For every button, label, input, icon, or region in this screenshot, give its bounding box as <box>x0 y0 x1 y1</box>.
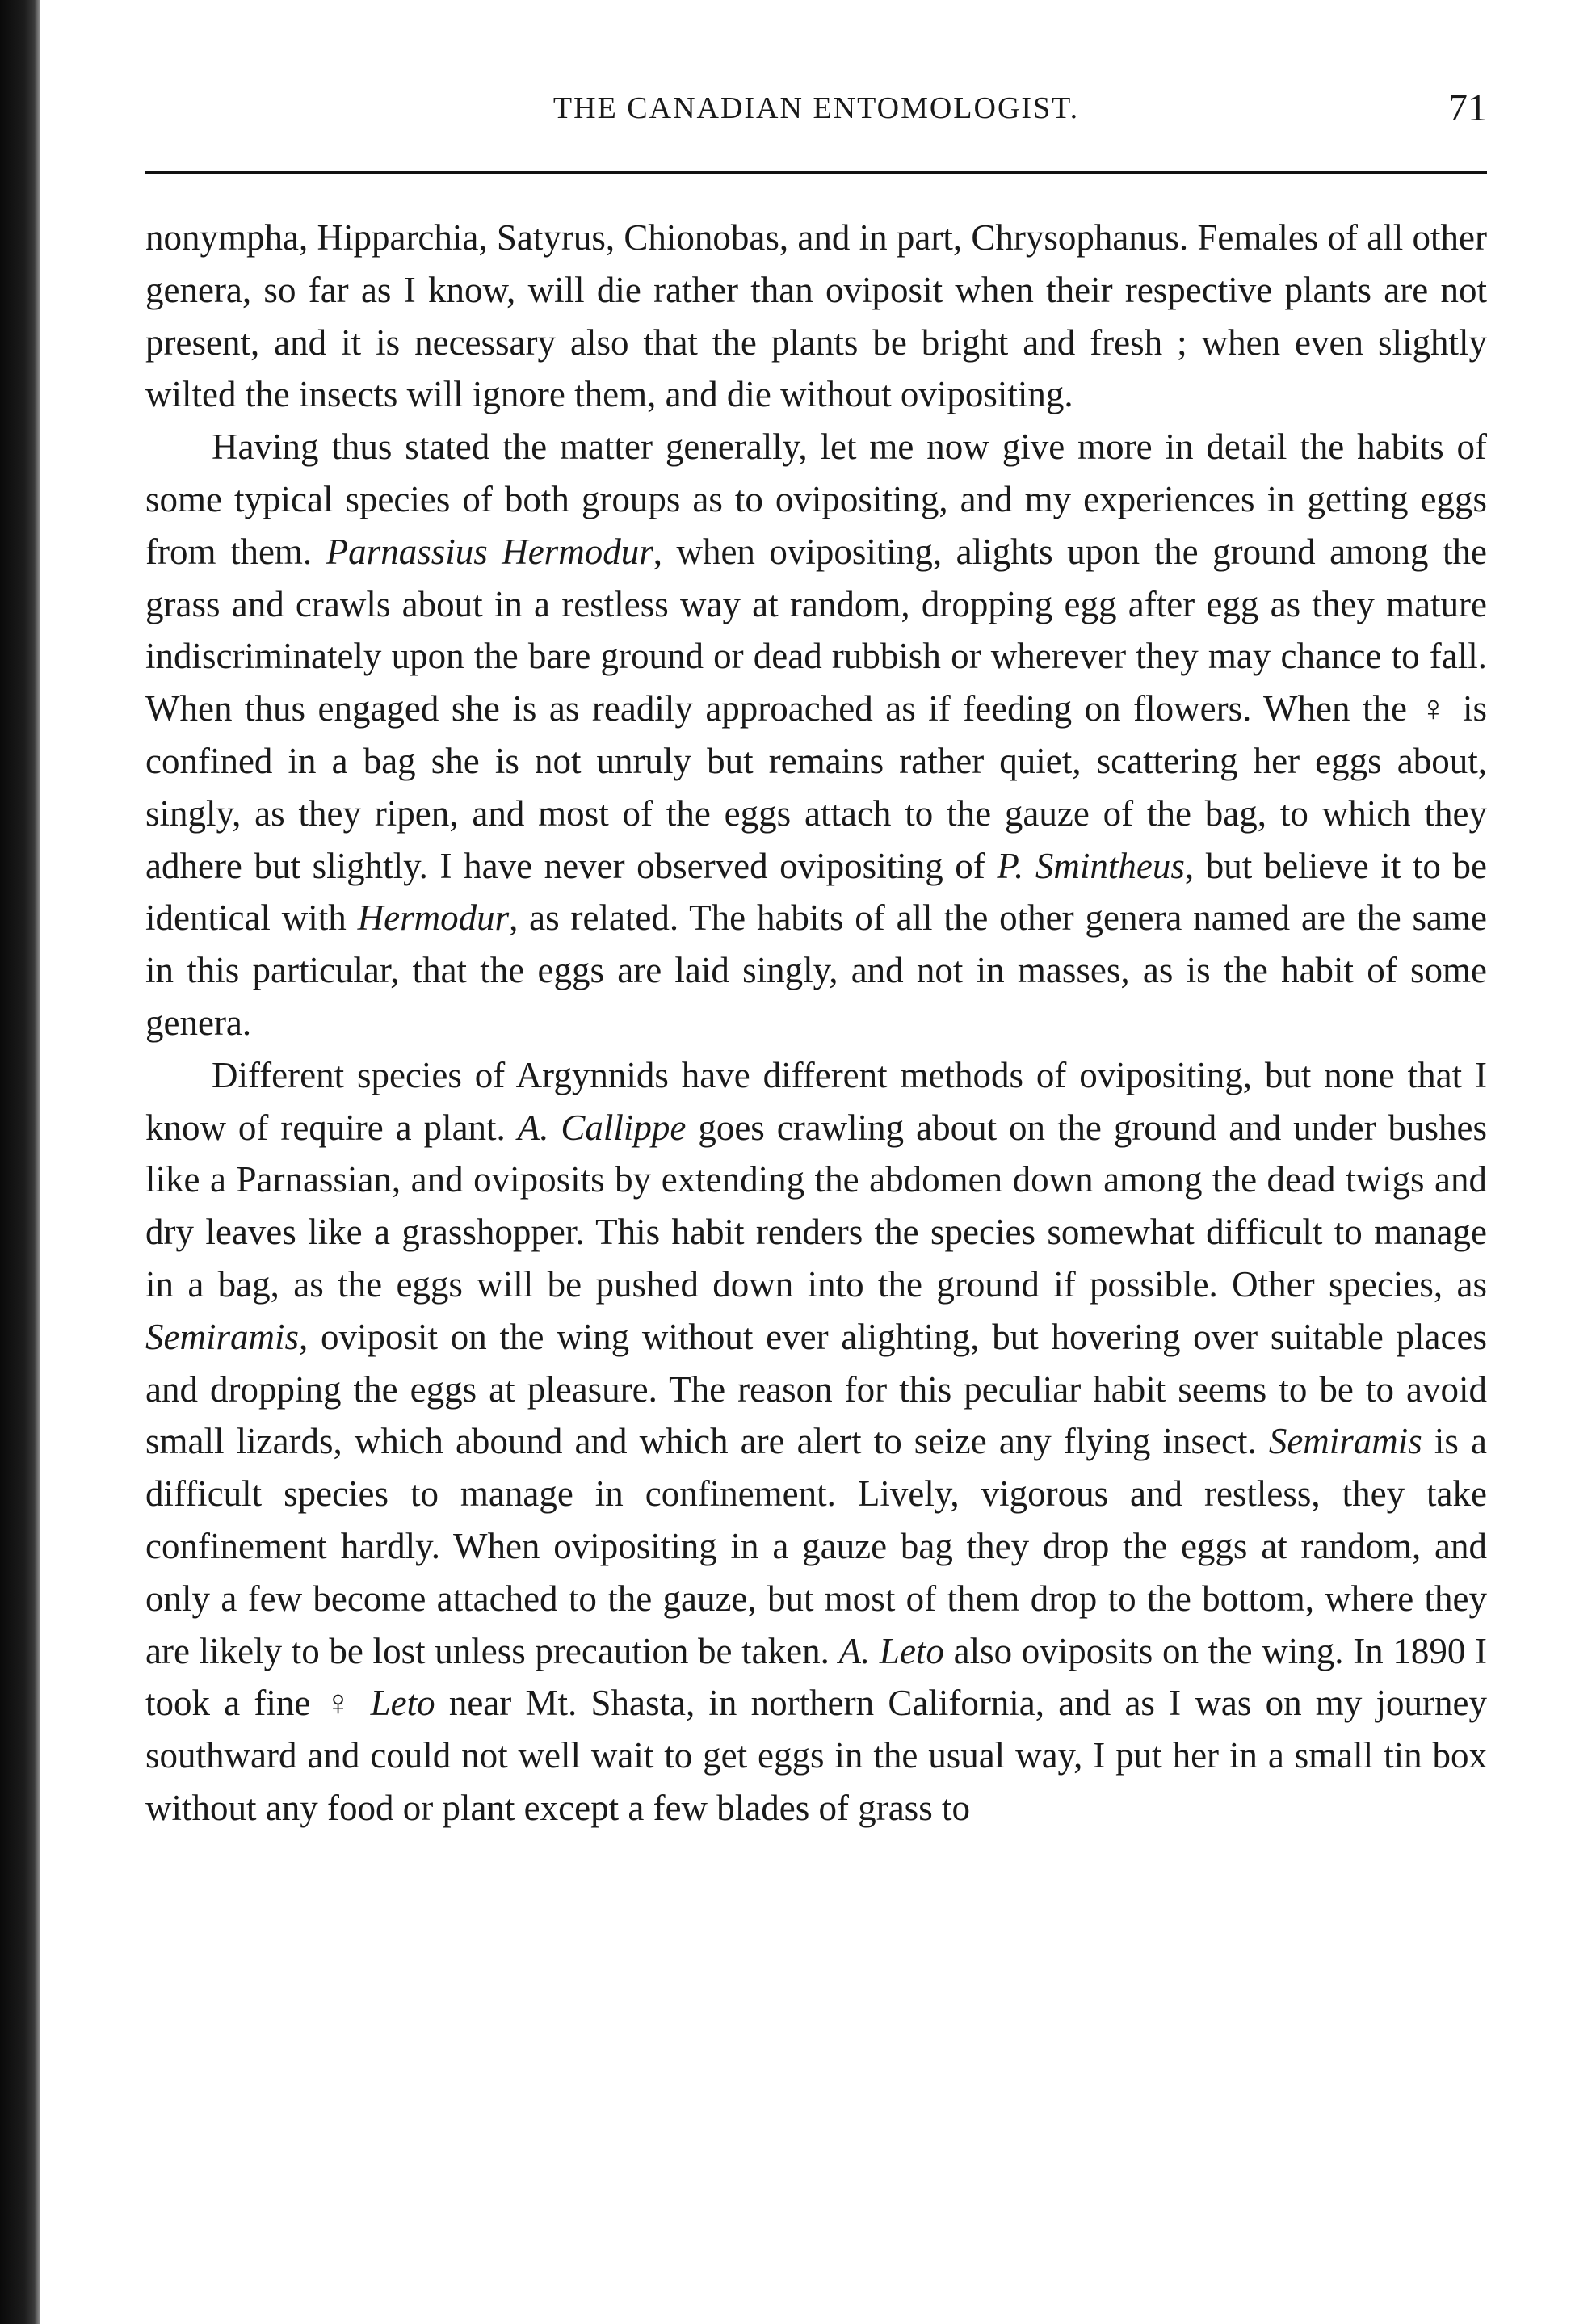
paragraph <box>145 1049 1487 1834</box>
paragraph <box>145 421 1487 1049</box>
italic-run: Hermodur <box>357 897 510 939</box>
italic-run: Semiramis <box>145 1316 299 1357</box>
text-run: Having thus stated the matter generally, let me now give more in detail the habits of some typical species of both groups as to ovipositing, and my experiences in getting eggs from them. <box>145 427 1487 572</box>
text-run: , as related. The habits of all the other genera named are the same in this particular, that the eggs are laid singly, and not in masses, as is the habit of some genera. <box>145 897 1488 1043</box>
text-run: , but believe it to be identical with <box>145 845 1487 939</box>
text-run: nonympha, Hipparchia, Satyrus, Chionobas, and in part, Chrysophanus. Females of all other genera, so far as I know, will die rather than oviposit when their respective plants are not present, and it is necessary also that the plants be bright and fresh ; when even slightly wilted the insects will ignore them, and die without ovipositing. <box>145 217 1487 415</box>
italic-run: Parnassius Hermodur <box>326 531 653 572</box>
book-binding-edge <box>0 0 40 2324</box>
text-run: Different species of Argynnids have different methods of ovipositing, but none that I know of require a plant. <box>145 1054 1487 1148</box>
text-run: , oviposit on the wing without ever alighting, but hovering over suitable places and dropping the eggs at pleasure. The reason for this peculiar habit seems to be to avoid small lizards, which abound and which are alert to seize any flying insect. <box>145 1316 1487 1462</box>
italic-run: A. Leto <box>838 1630 944 1671</box>
header-rule <box>145 171 1487 174</box>
paragraph <box>145 212 1487 421</box>
text-run: , when ovipositing, alights upon the ground among the grass and crawls about in a restless way at random, dropping egg after egg as they mature indiscriminately upon the bare ground or dead rubbish or wherever they may chance to fall. When thus engaged she is as readily approached as if feeding on flowers. When the ♀ is confined in a bag she is not unruly but remains rather quiet, scattering her eggs about, singly, as they ripen, and most of the eggs attach to the gauze of the bag, to which they adhere but slightly. I have never observed ovipositing of <box>145 531 1488 886</box>
page-header <box>145 86 1487 147</box>
italic-run: Semiramis <box>1268 1421 1422 1462</box>
running-head: THE CANADIAN ENTOMOLOGIST. <box>552 91 1080 125</box>
text-run: is a difficult species to manage in confinement. Lively, vigorous and restless, they take confinement hardly. When ovipositing in a gauze bag they drop the eggs at random, and only a few become attached to the gauze, but most of them drop to the bottom, where they are likely to be lost unless precaution be taken. <box>145 1421 1487 1671</box>
italic-run: A. Callippe <box>517 1107 687 1148</box>
text-run: near Mt. Shasta, in northern California, and as I was on my journey southward and could not well wait to get eggs in the usual way, I put her in a small tin box without any food or plant except a few blades of grass to <box>145 1683 1488 1828</box>
text-run: also oviposits on the wing. In 1890 I took a fine ♀ <box>145 1630 1488 1724</box>
italic-run: Leto <box>370 1683 435 1724</box>
italic-run: P. Smintheus <box>997 845 1185 886</box>
body-text <box>145 212 1487 1834</box>
page-number: 71 <box>1448 86 1487 129</box>
text-run: goes crawling about on the ground and under bushes like a Parnassian, and oviposits by extending the abdomen down among the dead twigs and dry leaves like a grasshopper. This habit renders the species somewhat difficult to manage in a bag, as the eggs will be pushed down into the ground if possible. Other species, as <box>145 1107 1488 1305</box>
